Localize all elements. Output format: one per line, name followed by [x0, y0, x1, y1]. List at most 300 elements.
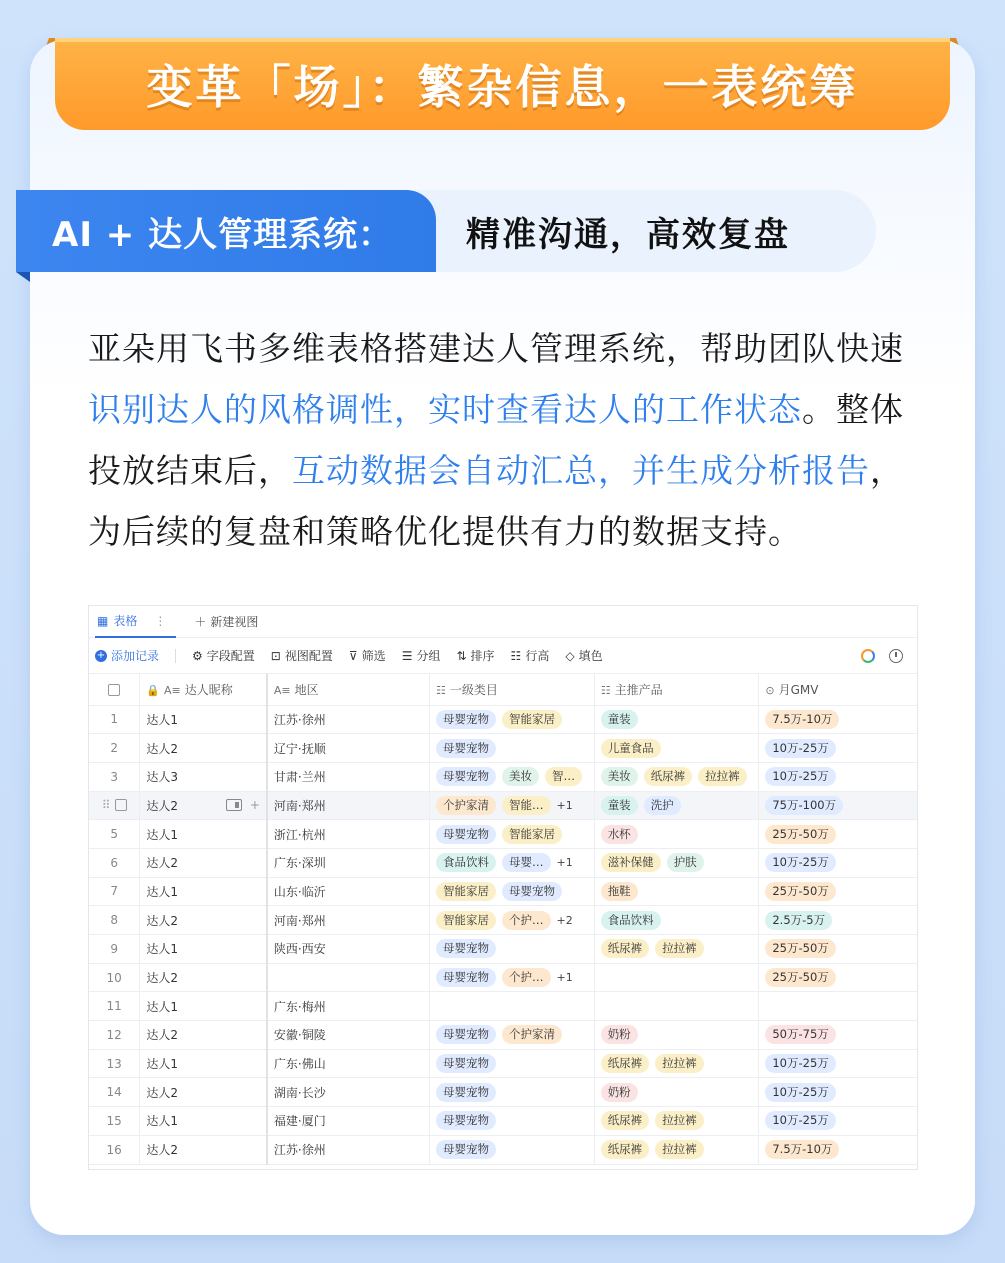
category-cell[interactable] — [430, 877, 595, 906]
region-cell[interactable] — [267, 992, 430, 1021]
gmv-cell[interactable] — [759, 791, 918, 820]
category-cell[interactable] — [430, 762, 595, 791]
table-row[interactable] — [89, 1049, 918, 1078]
region-cell[interactable] — [267, 820, 430, 849]
table-row[interactable] — [89, 877, 918, 906]
data-table — [89, 674, 918, 1165]
sort-icon: ⇅ — [456, 648, 467, 663]
region-cell[interactable] — [267, 935, 430, 964]
name-cell[interactable] — [140, 1049, 267, 1078]
category-tag: 母婴… — [502, 853, 551, 872]
name-wrap — [146, 883, 260, 900]
name-cell[interactable] — [140, 1021, 267, 1050]
category-cell[interactable] — [430, 848, 595, 877]
product-tag: 奶粉 — [601, 1025, 638, 1044]
table-toolbar — [89, 638, 917, 674]
product-tag: 纸尿裤 — [601, 939, 650, 958]
category-tag: 母婴宠物 — [436, 710, 496, 729]
col-header-category[interactable] — [430, 674, 595, 705]
table-row[interactable] — [89, 705, 918, 734]
name-wrap — [146, 969, 260, 986]
gmv-cell[interactable] — [759, 848, 918, 877]
gmv-tag: 25万-50万 — [765, 882, 835, 901]
category-tag: 智能… — [502, 796, 551, 815]
gmv-cell[interactable] — [759, 1135, 918, 1164]
table-row[interactable] — [89, 762, 918, 791]
row-index-cell — [89, 762, 140, 791]
product-tag: 洗护 — [644, 796, 681, 815]
region-cell[interactable] — [267, 1049, 430, 1078]
gmv-tag: 75万-100万 — [765, 796, 843, 815]
name-cell[interactable] — [140, 762, 267, 791]
gmv-cell[interactable] — [759, 1049, 918, 1078]
category-tag: 智… — [545, 767, 582, 786]
more-count: +1 — [556, 798, 573, 812]
row-index: 10 — [106, 970, 122, 985]
region-text: 甘肃·兰州 — [273, 770, 326, 785]
col-gmv-label: 月GMV — [778, 682, 819, 697]
col-region-label: 地区 — [294, 682, 319, 697]
category-tag: 智能家居 — [502, 710, 562, 729]
category-tag: 个护… — [502, 911, 551, 930]
gmv-tag: 10万-25万 — [765, 739, 835, 758]
creator-name: 达人2 — [146, 1028, 178, 1043]
row-index: 11 — [106, 999, 122, 1014]
fill-color-button[interactable] — [565, 647, 602, 664]
category-tag: 个护… — [502, 968, 551, 987]
category-cell[interactable] — [430, 705, 595, 734]
view-tab-bar — [89, 606, 917, 638]
select-all-checkbox[interactable] — [108, 684, 120, 696]
view-config-label: 视图配置 — [284, 649, 333, 663]
row-index-cell — [89, 1078, 140, 1107]
creator-name: 达人1 — [146, 999, 178, 1014]
paint-bucket-icon: ◇ — [565, 648, 575, 663]
row-index-cell — [89, 1107, 140, 1136]
gmv-tag: 10万-25万 — [765, 1111, 835, 1130]
subtitle-right: 精准沟通，高效复盘 — [466, 214, 790, 255]
product-cell[interactable] — [594, 1078, 759, 1107]
add-record-button[interactable] — [95, 647, 159, 664]
row-index-cell — [89, 992, 140, 1021]
category-tag: 个护家清 — [436, 796, 496, 815]
product-tag: 水杯 — [601, 825, 638, 844]
category-tag: 智能家居 — [502, 825, 562, 844]
gear-icon: ⚙ — [192, 648, 203, 663]
category-tag: 个护家清 — [502, 1025, 562, 1044]
expand-record-icon[interactable] — [226, 799, 242, 811]
region-text: 福建·厦门 — [273, 1114, 326, 1129]
row-index-cell — [89, 820, 140, 849]
category-cell[interactable] — [430, 734, 595, 763]
category-tag: 食品饮料 — [436, 853, 496, 872]
table-row[interactable] — [89, 1107, 918, 1136]
row-index: 8 — [110, 913, 118, 928]
select-all-cell — [89, 674, 140, 705]
toolbar-right — [861, 649, 917, 663]
product-tag: 童装 — [601, 796, 638, 815]
category-tag: 智能家居 — [436, 882, 496, 901]
new-view-label: 新建视图 — [210, 615, 259, 629]
region-text: 湖南·长沙 — [273, 1085, 326, 1100]
gmv-cell[interactable] — [759, 820, 918, 849]
category-tag: 母婴宠物 — [436, 1083, 496, 1102]
gmv-tag: 10万-25万 — [765, 767, 835, 786]
row-index: 13 — [106, 1056, 122, 1071]
creator-name: 达人1 — [146, 712, 178, 727]
row-index: 15 — [106, 1113, 122, 1128]
category-cell[interactable] — [430, 906, 595, 935]
category-tag: 母婴宠物 — [436, 1054, 496, 1073]
region-cell[interactable] — [267, 1135, 430, 1164]
product-cell[interactable] — [594, 848, 759, 877]
category-tag: 美妆 — [502, 767, 539, 786]
row-checkbox[interactable] — [115, 799, 127, 811]
category-cell[interactable] — [430, 820, 595, 849]
creator-name: 达人2 — [146, 913, 178, 928]
name-cell[interactable] — [140, 935, 267, 964]
plus-icon: ＋ — [194, 615, 207, 629]
row-index: 7 — [110, 884, 118, 899]
table-row[interactable] — [89, 906, 918, 935]
category-cell[interactable] — [430, 1107, 595, 1136]
region-text: 广东·梅州 — [273, 999, 326, 1014]
name-wrap — [146, 740, 260, 757]
region-text: 河南·郑州 — [273, 798, 326, 813]
gmv-cell[interactable] — [759, 1078, 918, 1107]
name-wrap — [146, 1026, 260, 1043]
view-config-button[interactable] — [271, 647, 333, 664]
col-header-gmv[interactable] — [759, 674, 918, 705]
name-cell[interactable] — [140, 820, 267, 849]
gmv-cell[interactable] — [759, 877, 918, 906]
para-text-1: 亚朵用飞书多维表格搭建达人管理系统，帮助团队快速 — [88, 329, 904, 368]
table-row[interactable] — [89, 791, 918, 820]
filter-label: 筛选 — [361, 649, 386, 663]
name-wrap — [146, 1055, 260, 1072]
region-text: 浙江·杭州 — [273, 827, 326, 842]
gmv-tag: 10万-25万 — [765, 1083, 835, 1102]
row-height-icon: ☷ — [510, 648, 522, 663]
region-cell[interactable] — [267, 848, 430, 877]
name-wrap — [146, 711, 260, 728]
region-cell[interactable] — [267, 1021, 430, 1050]
creator-name: 达人2 — [146, 971, 178, 986]
category-tag: 母婴宠物 — [436, 1140, 496, 1159]
region-text: 河南·郑州 — [273, 913, 326, 928]
row-index-cell — [89, 935, 140, 964]
product-cell[interactable] — [594, 705, 759, 734]
gmv-cell[interactable] — [759, 963, 918, 992]
product-cell[interactable] — [594, 1107, 759, 1136]
banner-title: 变革「场」：繁杂信息，一表统筹 — [146, 60, 859, 114]
table-row[interactable] — [89, 820, 918, 849]
col-name-label: 达人昵称 — [184, 682, 233, 697]
subtitle-left-block — [16, 190, 436, 272]
product-tag: 护肤 — [667, 853, 704, 872]
row-index-cell — [89, 906, 140, 935]
para-text-2: 。整体投放结束后， — [88, 390, 904, 490]
table-row[interactable] — [89, 935, 918, 964]
view-config-icon: ⊡ — [270, 648, 281, 663]
product-cell[interactable] — [594, 1021, 759, 1050]
region-text: 广东·深圳 — [273, 856, 326, 871]
creator-name: 达人1 — [146, 942, 178, 957]
region-cell[interactable] — [267, 705, 430, 734]
region-cell[interactable] — [267, 762, 430, 791]
category-tag: 母婴宠物 — [436, 1025, 496, 1044]
fill-color-label: 填色 — [578, 649, 603, 663]
region-cell[interactable] — [267, 1078, 430, 1107]
gmv-cell[interactable] — [759, 762, 918, 791]
filter-button[interactable] — [349, 647, 386, 664]
product-tag: 纸尿裤 — [601, 1111, 650, 1130]
gmv-cell[interactable] — [759, 992, 918, 1021]
name-cell[interactable] — [140, 1078, 267, 1107]
table-row[interactable] — [89, 734, 918, 763]
col-category-label: 一级类目 — [449, 682, 498, 697]
region-cell[interactable] — [267, 877, 430, 906]
description-paragraph — [88, 318, 928, 562]
row-index: 9 — [110, 941, 118, 956]
name-cell[interactable] — [140, 992, 267, 1021]
product-cell[interactable] — [594, 906, 759, 935]
name-cell[interactable] — [140, 906, 267, 935]
category-tag: 智能家居 — [436, 911, 496, 930]
region-cell[interactable] — [267, 906, 430, 935]
region-text: 安徽·铜陵 — [273, 1028, 326, 1043]
multi-select-icon: ☷ — [600, 683, 611, 697]
table-screenshot — [88, 605, 918, 1170]
row-index-cell — [89, 791, 140, 820]
single-select-icon: ⊙ — [765, 683, 775, 697]
product-cell[interactable] — [594, 734, 759, 763]
creator-name: 达人1 — [146, 1057, 178, 1072]
table-row[interactable] — [89, 963, 918, 992]
name-wrap — [146, 912, 260, 929]
region-text: 辽宁·抚顺 — [273, 741, 326, 756]
group-button[interactable] — [402, 647, 441, 664]
new-view-button[interactable] — [194, 613, 258, 630]
col-header-name[interactable] — [140, 674, 267, 705]
product-cell[interactable] — [594, 963, 759, 992]
name-cell[interactable] — [140, 1107, 267, 1136]
product-tag: 拉拉裤 — [655, 939, 704, 958]
region-cell[interactable] — [267, 963, 430, 992]
row-actions — [226, 798, 260, 812]
category-tag: 母婴宠物 — [436, 1111, 496, 1130]
row-handle[interactable] — [95, 798, 133, 812]
category-tag: 母婴宠物 — [502, 882, 562, 901]
name-wrap — [146, 998, 260, 1015]
category-cell[interactable] — [430, 1078, 595, 1107]
category-cell[interactable] — [430, 992, 595, 1021]
gmv-cell[interactable] — [759, 734, 918, 763]
row-index: 16 — [106, 1142, 122, 1157]
row-index: 6 — [110, 855, 118, 870]
region-cell[interactable] — [267, 791, 430, 820]
product-tag: 奶粉 — [601, 1083, 638, 1102]
drag-handle-icon[interactable]: ⠿ — [101, 798, 111, 813]
category-cell[interactable] — [430, 1049, 595, 1078]
table-header-row — [89, 674, 918, 705]
product-tag: 纸尿裤 — [601, 1054, 650, 1073]
category-tag: 母婴宠物 — [436, 767, 496, 786]
category-cell[interactable] — [430, 791, 595, 820]
creator-name: 达人2 — [146, 798, 178, 813]
table-row[interactable] — [89, 848, 918, 877]
product-cell[interactable] — [594, 935, 759, 964]
name-wrap — [146, 797, 260, 814]
product-tag: 滋补保健 — [601, 853, 661, 872]
gmv-cell[interactable] — [759, 906, 918, 935]
product-cell[interactable] — [594, 762, 759, 791]
name-cell[interactable] — [140, 848, 267, 877]
category-cell[interactable] — [430, 1135, 595, 1164]
sort-label: 排序 — [470, 649, 495, 663]
gmv-tag: 25万-50万 — [765, 825, 835, 844]
tab-table[interactable] — [95, 606, 176, 638]
product-cell[interactable] — [594, 1049, 759, 1078]
name-wrap — [146, 1084, 260, 1101]
row-index: 14 — [106, 1085, 122, 1100]
filter-icon: ⊽ — [348, 648, 358, 663]
history-icon[interactable] — [889, 649, 903, 663]
toolbar-divider — [175, 649, 176, 663]
category-cell[interactable] — [430, 935, 595, 964]
title-banner — [55, 38, 950, 130]
name-cell[interactable] — [140, 791, 267, 820]
table-row[interactable] — [89, 1078, 918, 1107]
region-text: 山东·临沂 — [273, 884, 326, 899]
grid-icon: ▦ — [97, 613, 109, 628]
gmv-tag: 7.5万-10万 — [765, 710, 839, 729]
gmv-cell[interactable] — [759, 935, 918, 964]
name-wrap — [146, 826, 260, 843]
table-body — [89, 705, 918, 1164]
row-index-cell — [89, 848, 140, 877]
more-count: +1 — [556, 971, 573, 985]
product-tag: 拉拉裤 — [698, 767, 747, 786]
product-tag: 纸尿裤 — [601, 1140, 650, 1159]
sort-button[interactable] — [456, 647, 494, 664]
gmv-cell[interactable] — [759, 705, 918, 734]
name-cell[interactable] — [140, 963, 267, 992]
creator-name: 达人2 — [146, 856, 178, 871]
row-index-cell — [89, 734, 140, 763]
group-icon: ☰ — [401, 648, 413, 663]
name-cell[interactable] — [140, 705, 267, 734]
region-cell[interactable] — [267, 1107, 430, 1136]
subtitle-left: AI + 达人管理系统： — [52, 214, 394, 255]
table-row[interactable] — [89, 992, 918, 1021]
product-cell[interactable] — [594, 992, 759, 1021]
product-tag: 纸尿裤 — [644, 767, 693, 786]
col-header-region[interactable] — [267, 674, 430, 705]
row-index-cell — [89, 1135, 140, 1164]
more-count: +2 — [556, 913, 573, 927]
name-cell[interactable] — [140, 734, 267, 763]
region-text: 陕西·西安 — [273, 942, 326, 957]
region-cell[interactable] — [267, 734, 430, 763]
row-index-cell — [89, 1021, 140, 1050]
field-config-button[interactable] — [192, 647, 255, 664]
more-icon[interactable]: ⋮ — [154, 613, 167, 628]
gmv-tag: 10万-25万 — [765, 853, 835, 872]
region-text: 江苏·徐州 — [273, 1143, 326, 1158]
product-tag: 食品饮料 — [601, 911, 661, 930]
product-tag: 童装 — [601, 710, 638, 729]
product-cell[interactable] — [594, 1135, 759, 1164]
gmv-tag: 7.5万-10万 — [765, 1140, 839, 1159]
color-ring-icon[interactable] — [861, 649, 875, 663]
col-header-product[interactable] — [594, 674, 759, 705]
product-cell[interactable] — [594, 791, 759, 820]
text-field-icon: A≡ — [273, 683, 291, 697]
category-cell[interactable] — [430, 963, 595, 992]
para-highlight-1: 识别达人的风格调性，实时查看达人的工作状态 — [88, 390, 802, 429]
subtitle-bar — [16, 190, 876, 272]
insert-row-icon[interactable]: + — [249, 798, 260, 813]
product-tag: 拉拉裤 — [655, 1111, 704, 1130]
para-highlight-2: 互动数据会自动汇总，并生成分析报告 — [292, 451, 870, 490]
row-index: 5 — [110, 827, 118, 842]
product-tag: 美妆 — [601, 767, 638, 786]
row-index-cell — [89, 963, 140, 992]
table-row[interactable] — [89, 1021, 918, 1050]
add-circle-icon: + — [96, 649, 106, 661]
table-row[interactable] — [89, 1135, 918, 1164]
category-tag: 母婴宠物 — [436, 739, 496, 758]
col-product-label: 主推产品 — [614, 682, 663, 697]
gmv-tag: 10万-25万 — [765, 1054, 835, 1073]
creator-name: 达人2 — [146, 1143, 178, 1158]
product-tag: 儿童食品 — [601, 739, 661, 758]
row-index-cell — [89, 705, 140, 734]
gmv-cell[interactable] — [759, 1107, 918, 1136]
gmv-tag: 25万-50万 — [765, 968, 835, 987]
name-wrap — [146, 1112, 260, 1129]
lock-icon: 🔒 — [146, 683, 161, 697]
name-wrap — [146, 1141, 260, 1158]
creator-name: 达人1 — [146, 827, 178, 842]
name-cell[interactable] — [140, 1135, 267, 1164]
text-field-icon: A≡ — [164, 683, 181, 697]
category-tag: 母婴宠物 — [436, 968, 496, 987]
creator-name: 达人1 — [146, 884, 178, 899]
product-cell[interactable] — [594, 820, 759, 849]
category-cell[interactable] — [430, 1021, 595, 1050]
creator-name: 达人2 — [146, 741, 178, 756]
product-cell[interactable] — [594, 877, 759, 906]
product-tag: 拖鞋 — [601, 882, 638, 901]
name-wrap — [146, 854, 260, 871]
category-tag: 母婴宠物 — [436, 825, 496, 844]
name-cell[interactable] — [140, 877, 267, 906]
row-index: 1 — [110, 712, 118, 727]
name-wrap — [146, 768, 260, 785]
product-tag: 拉拉裤 — [655, 1140, 704, 1159]
row-height-button[interactable] — [511, 647, 550, 664]
name-wrap — [146, 940, 260, 957]
creator-name: 达人3 — [146, 770, 178, 785]
gmv-cell[interactable] — [759, 1021, 918, 1050]
field-config-label: 字段配置 — [206, 649, 255, 663]
row-index-cell — [89, 877, 140, 906]
product-tag: 拉拉裤 — [655, 1054, 704, 1073]
creator-name: 达人2 — [146, 1085, 178, 1100]
category-tag: 母婴宠物 — [436, 939, 496, 958]
